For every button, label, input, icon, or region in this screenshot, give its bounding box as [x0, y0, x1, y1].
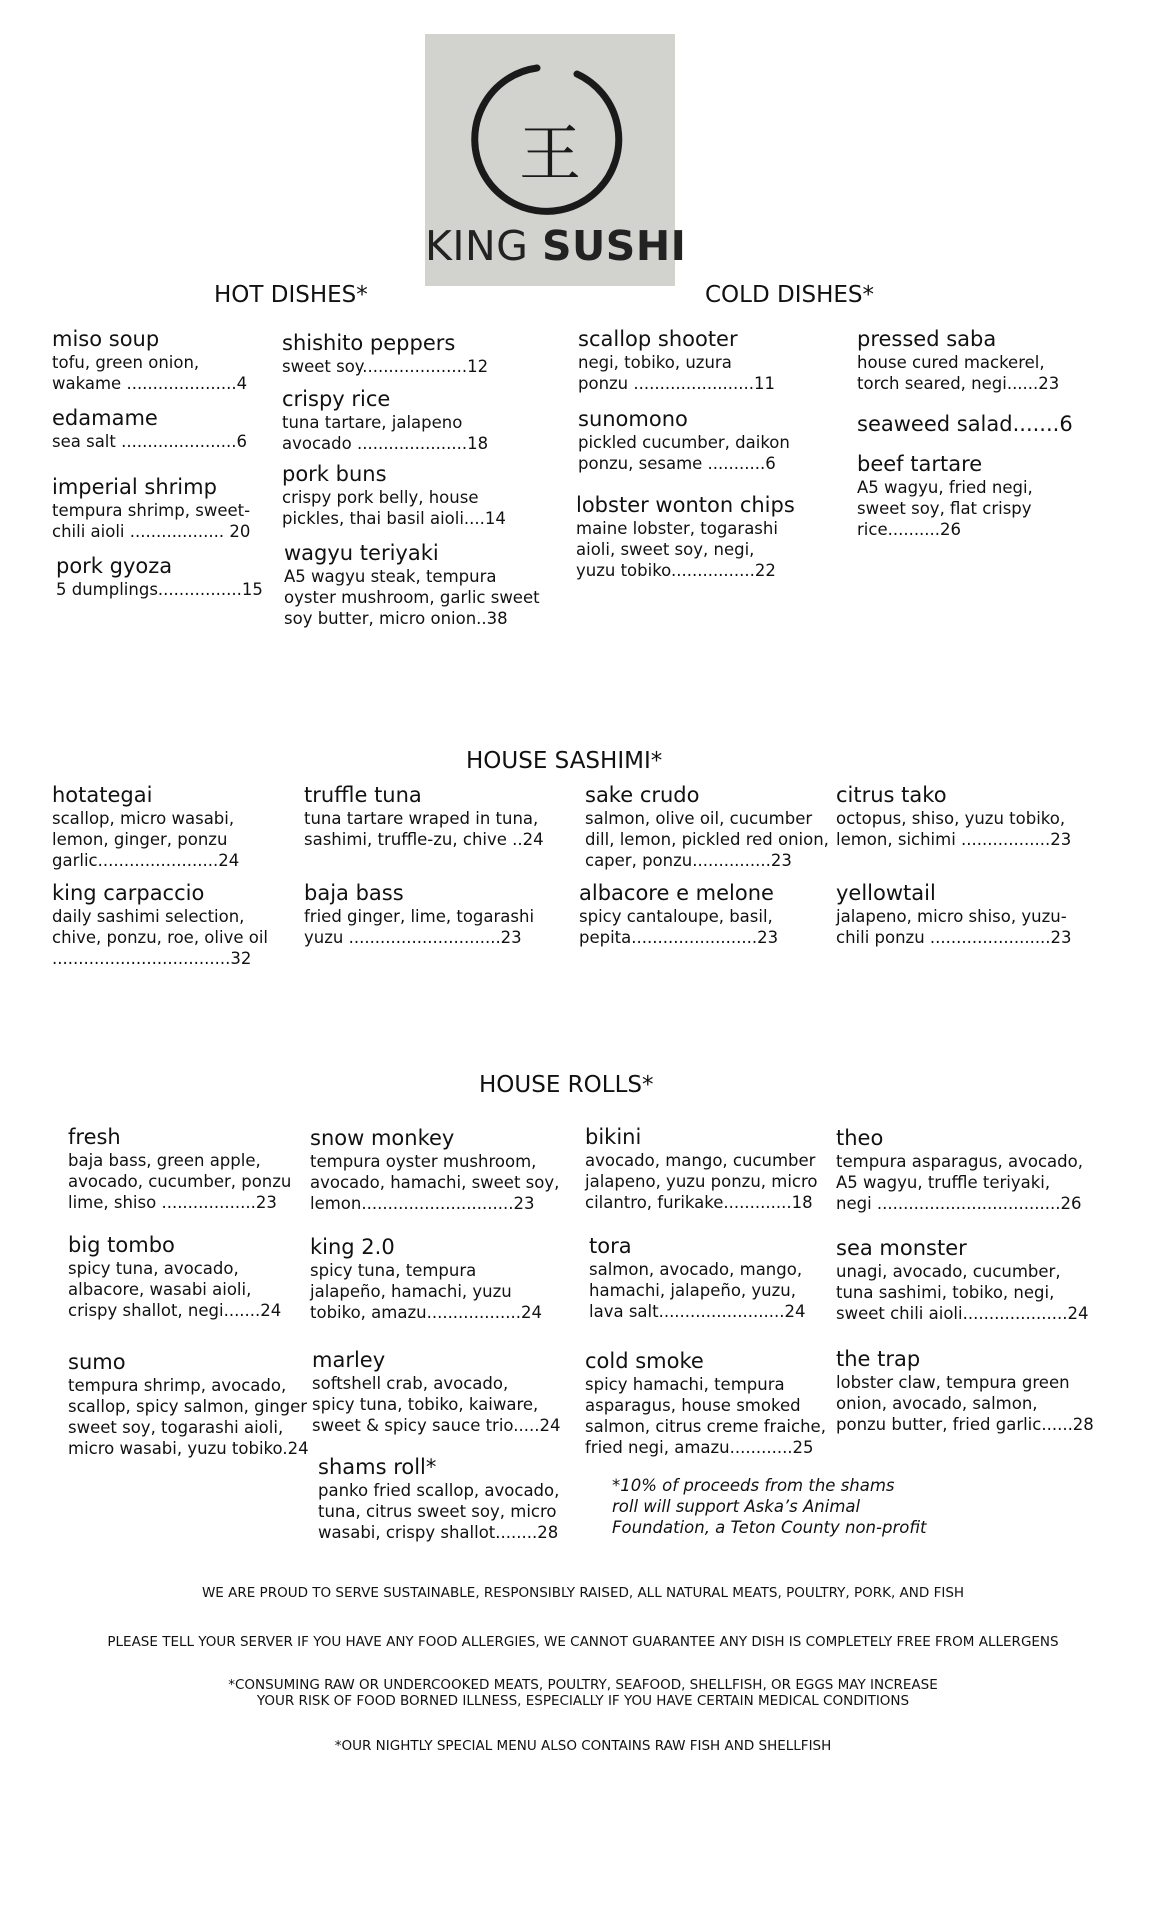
menu-item-description	[56, 579, 263, 600]
menu-item	[836, 1125, 1083, 1214]
menu-item-name: sumo	[68, 1350, 126, 1374]
menu-item-description-line: salmon, olive oil, cucumber	[585, 809, 813, 828]
note-line: Foundation, a Teton County non-profit	[612, 1518, 927, 1537]
menu-item-description	[836, 1372, 1094, 1435]
menu-item-description	[857, 477, 1033, 540]
menu-item-description-line: chive, ponzu, roe, olive oil	[52, 928, 268, 947]
menu-item-description-line: sea salt ......................6	[52, 432, 247, 451]
menu-item-description	[318, 1480, 559, 1543]
menu-item	[585, 1348, 826, 1458]
menu-item	[578, 326, 775, 394]
menu-item-description	[589, 1259, 805, 1322]
brand-bold: SUSHI	[541, 222, 687, 270]
menu-item-description-line: yuzu .............................23	[304, 928, 522, 947]
menu-item-description-line: octopus, shiso, yuzu tobiko,	[836, 809, 1066, 828]
menu-item-description-line: maine lobster, togarashi	[576, 519, 778, 538]
menu-item-description	[576, 518, 795, 581]
menu-item-description-line: spicy cantaloupe, basil,	[579, 907, 773, 926]
menu-item-name: hotategai	[52, 783, 153, 807]
menu-item-description-line: tempura oyster mushroom,	[310, 1152, 537, 1171]
menu-item	[585, 782, 829, 871]
menu-item-description	[52, 808, 239, 871]
menu-item-description-line: spicy tuna, tempura	[310, 1261, 477, 1280]
menu-item-description-line: tobiko, amazu..................24	[310, 1303, 542, 1322]
menu-item-name: seaweed salad.......6	[857, 412, 1073, 436]
menu-item	[578, 406, 790, 474]
menu-item-description-line: ..................................32	[52, 949, 252, 968]
menu-item-description-line: lime, shiso ..................23	[68, 1193, 277, 1212]
menu-item-description-line: wasabi, crispy shallot........28	[318, 1523, 559, 1542]
menu-item-description-line: jalapeno, micro shiso, yuzu-	[836, 907, 1067, 926]
shams-roll-note	[612, 1475, 926, 1538]
menu-item-description	[52, 500, 250, 542]
footer-nightly-special	[0, 1738, 1166, 1754]
menu-item-description-line: negi, tobiko, uzura	[578, 353, 732, 372]
menu-item-name: beef tartare	[857, 452, 983, 476]
menu-item-name: king 2.0	[310, 1235, 395, 1259]
menu-item-name: big tombo	[68, 1233, 175, 1257]
menu-item-description-line: negi ...................................26	[836, 1194, 1082, 1213]
brand-light: KING	[425, 222, 529, 270]
footer-line: WE ARE PROUD TO SERVE SUSTAINABLE, RESPONSIBLY RAISED, ALL NATURAL MEATS, POULTRY, PORK, AND FISH	[201, 1585, 965, 1601]
menu-item	[284, 540, 540, 629]
menu-item-description	[52, 906, 268, 969]
menu-item-description	[578, 432, 790, 474]
menu-item-description-line: avocado .....................18	[282, 434, 489, 453]
menu-item	[579, 880, 778, 948]
menu-item-description-line: sashimi, truffle-zu, chive ..24	[304, 830, 544, 849]
menu-item-description-line: unagi, avocado, cucumber,	[836, 1262, 1061, 1281]
menu-item-description	[310, 1260, 542, 1323]
menu-item-description-line: cilantro, furikake.............18	[585, 1193, 813, 1212]
menu-item	[836, 782, 1071, 850]
menu-item-name: marley	[312, 1348, 386, 1372]
menu-item	[68, 1124, 291, 1213]
menu-item-description-line: pickled cucumber, daikon	[578, 433, 790, 452]
menu-item-description-line: lava salt........................24	[589, 1302, 806, 1321]
menu-item-name: albacore e melone	[579, 881, 774, 905]
menu-item	[304, 782, 544, 850]
menu-item-description-line: A5 wagyu steak, tempura	[284, 567, 497, 586]
menu-item-name: scallop shooter	[578, 327, 738, 351]
menu-item-description-line: spicy hamachi, tempura	[585, 1375, 785, 1394]
menu-item	[857, 451, 1033, 540]
menu-item-description-line: tuna sashimi, tobiko, negi,	[836, 1283, 1055, 1302]
menu-item-name: shishito peppers	[282, 331, 456, 355]
menu-item-name: shams roll*	[318, 1455, 437, 1479]
menu-item-description-line: spicy tuna, avocado,	[68, 1259, 239, 1278]
menu-item-description-line: crispy shallot, negi.......24	[68, 1301, 282, 1320]
menu-item-name: truffle tuna	[304, 783, 422, 807]
menu-item	[52, 782, 239, 871]
menu-item	[52, 474, 250, 542]
menu-item-description	[585, 808, 829, 871]
menu-item-description-line: sweet chili aioli....................24	[836, 1304, 1089, 1323]
menu-item	[576, 492, 795, 581]
menu-item	[310, 1125, 559, 1214]
menu-item-description-line: daily sashimi selection,	[52, 907, 245, 926]
menu-item-description	[284, 566, 540, 629]
menu-item-name: fresh	[68, 1125, 121, 1149]
menu-item-description-line: tuna, citrus sweet soy, micro	[318, 1502, 557, 1521]
menu-item-description	[836, 808, 1071, 850]
menu-item-name: king carpaccio	[52, 881, 205, 905]
menu-item-description-line: jalapeno, yuzu ponzu, micro	[585, 1172, 818, 1191]
menu-item-description	[836, 1261, 1089, 1324]
menu-item-description-line: fried negi, amazu............25	[585, 1438, 814, 1457]
menu-item-description-line: sweet soy....................12	[282, 357, 489, 376]
menu-item-name: theo	[836, 1126, 884, 1150]
menu-item	[56, 553, 263, 600]
menu-item-description-line: tempura shrimp, avocado,	[68, 1376, 287, 1395]
menu-item-name: edamame	[52, 406, 158, 430]
menu-item	[282, 330, 488, 377]
footer-line: YOUR RISK OF FOOD BORNED ILLNESS, ESPECIALLY IF YOU HAVE CERTAIN MEDICAL CONDITIONS	[256, 1693, 910, 1709]
footer-sustainability	[0, 1585, 1166, 1601]
menu-item-description-line: dill, lemon, pickled red onion,	[585, 830, 829, 849]
menu-item-name: the trap	[836, 1347, 921, 1371]
menu-item-description-line: jalapeño, hamachi, yuzu	[310, 1282, 512, 1301]
menu-item-description-line: avocado, hamachi, sweet soy,	[310, 1173, 560, 1192]
menu-item-description-line: crispy pork belly, house	[282, 488, 479, 507]
logo	[425, 34, 687, 286]
menu-item-name: pork gyoza	[56, 554, 173, 578]
menu-item-name: cold smoke	[585, 1349, 704, 1373]
section-hot-dishes: HOT DISHES*	[214, 282, 368, 308]
menu-item-description	[836, 906, 1072, 948]
menu-item-description-line: panko fried scallop, avocado,	[318, 1481, 560, 1500]
menu-item-description-line: sweet soy, flat crispy	[857, 499, 1032, 518]
menu-item	[836, 880, 1072, 948]
footer-raw-warning	[0, 1677, 1166, 1709]
menu-item	[857, 411, 1073, 437]
menu-item-description	[310, 1151, 559, 1214]
menu-item	[312, 1347, 560, 1436]
menu-item-description-line: aioli, sweet soy, negi,	[576, 540, 755, 559]
footer-line: *CONSUMING RAW OR UNDERCOOKED MEATS, POULTRY, SEAFOOD, SHELLFISH, OR EGGS MAY INCREASE	[228, 1677, 938, 1693]
footer-line: *OUR NIGHTLY SPECIAL MENU ALSO CONTAINS RAW FISH AND SHELLFISH	[334, 1738, 832, 1754]
menu-item-description-line: avocado, mango, cucumber	[585, 1151, 816, 1170]
menu-item-description-line: sweet soy, togarashi aioli,	[68, 1418, 284, 1437]
menu-item-description	[857, 352, 1059, 394]
menu-item-description-line: lemon, sichimi .................23	[836, 830, 1072, 849]
menu-item-name: imperial shrimp	[52, 475, 217, 499]
menu-item-description-line: tempura shrimp, sweet-	[52, 501, 251, 520]
menu-item-description-line: yuzu tobiko................22	[576, 561, 776, 580]
menu-item	[318, 1454, 559, 1543]
menu-item-name: wagyu teriyaki	[284, 541, 439, 565]
menu-item-description-line: soy butter, micro onion..38	[284, 609, 508, 628]
menu-item-description	[68, 1150, 291, 1213]
menu-item-description-line: rice..........26	[857, 520, 962, 539]
menu-item-name: yellowtail	[836, 881, 936, 905]
menu-item	[52, 405, 247, 452]
menu-item-name: sake crudo	[585, 783, 700, 807]
menu-item	[282, 386, 488, 454]
menu-item-description-line: tuna tartare wraped in tuna,	[304, 809, 539, 828]
menu-item-description-line: baja bass, green apple,	[68, 1151, 261, 1170]
menu-item-name: citrus tako	[836, 783, 947, 807]
menu-item-description-line: house cured mackerel,	[857, 353, 1045, 372]
menu-item	[857, 326, 1059, 394]
menu-item-description-line: lobster claw, tempura green	[836, 1373, 1070, 1392]
menu-item	[836, 1346, 1094, 1435]
menu-item-description	[52, 431, 247, 452]
menu-item	[68, 1232, 281, 1321]
menu-item	[52, 326, 247, 394]
menu-item-description	[578, 352, 775, 394]
menu-item-description-line: tempura asparagus, avocado,	[836, 1152, 1083, 1171]
menu-item-description-line: ponzu .......................11	[578, 374, 776, 393]
menu-item-name: snow monkey	[310, 1126, 455, 1150]
menu-item-description-line: chili aioli .................. 20	[52, 522, 251, 541]
menu-item-name: sea monster	[836, 1236, 967, 1260]
menu-item-description	[68, 1258, 281, 1321]
menu-item-description-line: micro wasabi, yuzu tobiko.24	[68, 1439, 309, 1458]
menu-item-description-line: sweet & spicy sauce trio.....24	[312, 1416, 561, 1435]
menu-item-name: lobster wonton chips	[576, 493, 795, 517]
menu-item-description	[282, 412, 488, 454]
menu-item-description-line: lemon, ginger, ponzu	[52, 830, 228, 849]
menu-item-description	[282, 487, 506, 529]
menu-item-description-line: 5 dumplings................15	[56, 580, 263, 599]
menu-item-description-line: albacore, wasabi aioli,	[68, 1280, 252, 1299]
menu-item-description-line: chili ponzu .......................23	[836, 928, 1072, 947]
section-cold-dishes: COLD DISHES*	[705, 282, 875, 308]
menu-item-description-line: scallop, micro wasabi,	[52, 809, 235, 828]
footer-line: PLEASE TELL YOUR SERVER IF YOU HAVE ANY FOOD ALLERGIES, WE CANNOT GUARANTEE ANY DISH IS COMPLETELY FREE FROM ALLERGENS	[107, 1634, 1059, 1650]
menu-item-name: pork buns	[282, 462, 387, 486]
menu-item-description-line: onion, avocado, salmon,	[836, 1394, 1038, 1413]
menu-item-description-line: asparagus, house smoked	[585, 1396, 801, 1415]
menu-item	[304, 880, 534, 948]
menu-item	[282, 461, 506, 529]
footer-allergies	[0, 1634, 1166, 1650]
menu-item-description-line: ponzu butter, fried garlic......28	[836, 1415, 1094, 1434]
menu-item	[310, 1234, 542, 1323]
menu-item-description	[312, 1373, 560, 1436]
menu-item-description-line: pickles, thai basil aioli....14	[282, 509, 506, 528]
menu-item-name: sunomono	[578, 407, 688, 431]
brand-name	[425, 222, 687, 270]
menu-item-description-line: hamachi, jalapeño, yuzu,	[589, 1281, 796, 1300]
menu-item-description-line: ponzu, sesame ...........6	[578, 454, 776, 473]
menu-item-description-line: fried ginger, lime, togarashi	[304, 907, 535, 926]
menu-item	[68, 1349, 309, 1459]
menu-item-description-line: pepita........................23	[579, 928, 779, 947]
note-line: *10% of proceeds from the shams	[612, 1476, 895, 1495]
menu-item-description-line: A5 wagyu, truffle teriyaki,	[836, 1173, 1051, 1192]
menu-item-description	[585, 1374, 826, 1458]
menu-item-description	[52, 352, 247, 394]
menu-item-name: baja bass	[304, 881, 404, 905]
menu-item-description-line: caper, ponzu...............23	[585, 851, 792, 870]
menu-item-description-line: softshell crab, avocado,	[312, 1374, 509, 1393]
menu-item-description-line: torch seared, negi......23	[857, 374, 1060, 393]
menu-item-description-line: oyster mushroom, garlic sweet	[284, 588, 540, 607]
menu-item-description-line: salmon, avocado, mango,	[589, 1260, 803, 1279]
menu-item-description-line: spicy tuna, tobiko, kaiware,	[312, 1395, 539, 1414]
menu-item-description-line: scallop, spicy salmon, ginger	[68, 1397, 308, 1416]
menu-item-description	[304, 906, 534, 948]
menu-item	[585, 1124, 818, 1213]
section-house-sashimi: HOUSE SASHIMI*	[466, 748, 663, 774]
menu-item-name: crispy rice	[282, 387, 391, 411]
menu-item-description-line: tofu, green onion,	[52, 353, 200, 372]
logo-kanji: 王	[518, 117, 582, 190]
menu-item-description-line: salmon, citrus creme fraiche,	[585, 1417, 826, 1436]
menu-item-description-line: tuna tartare, jalapeno	[282, 413, 463, 432]
menu-item-description-line: garlic.......................24	[52, 851, 240, 870]
menu-item	[836, 1235, 1089, 1324]
menu-item-description	[68, 1375, 309, 1459]
menu-item-description-line: wakame .....................4	[52, 374, 248, 393]
section-house-rolls: HOUSE ROLLS*	[479, 1072, 654, 1098]
menu-item-name: tora	[589, 1234, 632, 1258]
menu-item-description	[579, 906, 778, 948]
menu-item	[52, 880, 268, 969]
note-line: roll will support Aska’s Animal	[612, 1497, 861, 1516]
menu-item	[589, 1233, 805, 1322]
menu-item-description-line: lemon.............................23	[310, 1194, 535, 1213]
menu-item-name: bikini	[585, 1125, 642, 1149]
menu-item-description	[282, 356, 488, 377]
menu-item-description	[585, 1150, 818, 1213]
menu-item-description-line: A5 wagyu, fried negi,	[857, 478, 1033, 497]
menu-item-description-line: avocado, cucumber, ponzu	[68, 1172, 292, 1191]
menu-item-description	[304, 808, 544, 850]
menu-item-name: pressed saba	[857, 327, 997, 351]
menu-item-description	[836, 1151, 1083, 1214]
menu-item-name: miso soup	[52, 327, 160, 351]
